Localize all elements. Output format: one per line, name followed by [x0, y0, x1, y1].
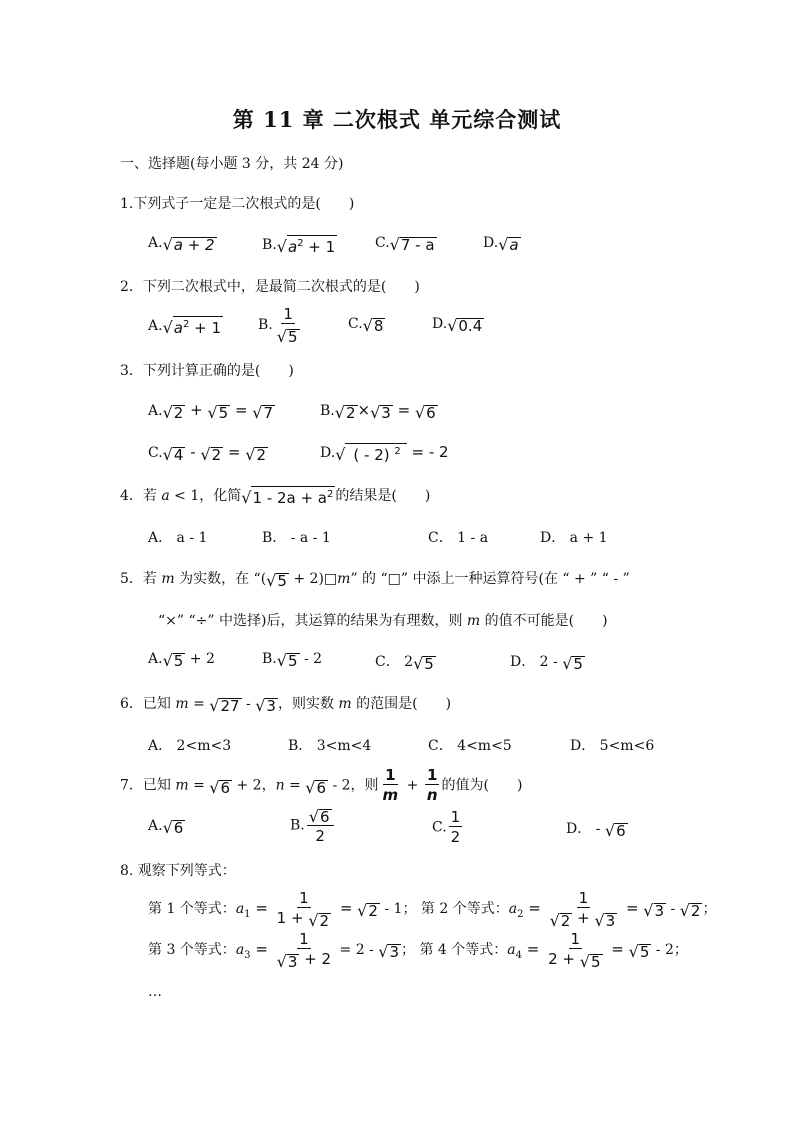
- radicand: 5: [277, 572, 287, 590]
- operator: -: [241, 696, 256, 712]
- stem-text: 的值为( ): [441, 777, 523, 794]
- q4-option-a: A． a - 1: [148, 530, 208, 546]
- equals: =: [392, 401, 415, 419]
- radicand: 4: [173, 446, 184, 464]
- option-label: C.: [375, 235, 390, 251]
- equation-tail: - 1；: [379, 901, 417, 917]
- radicand-tail: + 1: [189, 319, 221, 337]
- q4-option-b: B． - a - 1: [262, 530, 331, 546]
- denominator-radicand: 2: [560, 912, 571, 930]
- subscript: 4: [515, 949, 522, 961]
- denominator-part: 2 +: [548, 950, 580, 968]
- q2-option-c: C. √ 8: [348, 316, 384, 335]
- option-label: A.: [148, 818, 163, 834]
- option-label: D． 2 -: [510, 654, 563, 670]
- variable: n: [275, 777, 285, 794]
- stem-text: 为实数，在 “(: [174, 571, 267, 587]
- denominator: 2: [450, 828, 461, 846]
- variable: a: [507, 942, 516, 958]
- q6-option-b: B． 3<m<4: [288, 738, 372, 754]
- equation-tail: ；: [400, 942, 415, 958]
- numerator-radicand: 6: [319, 808, 330, 826]
- stem-text: < 1，化简: [169, 488, 242, 504]
- q8-equation-row-2: 第 3 个等式：$a_3$ = 1 √ 3 + 2 = 2 - √ 3 ； 第 4 个等式：$a_4$ = 1 2 + √ 5 = √ 5 - 2；: [148, 930, 688, 971]
- question-5-line-2: [158, 610, 608, 630]
- option-label: D.: [432, 316, 448, 332]
- radicand: 5: [218, 404, 229, 422]
- denominator-radicand: 5: [287, 328, 298, 346]
- radicand: 3: [381, 404, 391, 422]
- option-label: D.: [483, 235, 499, 251]
- option-label: C.: [148, 445, 163, 461]
- option-label: C． 2: [375, 654, 414, 670]
- operator: ×: [357, 401, 371, 419]
- equals: =: [230, 401, 253, 419]
- question-5-line-1: 5．若 m 为实数，在 “( √ 5 + 2)□m” 的 “□” 中添上一种运算符号(在 “ + ” “ - ”: [120, 571, 630, 590]
- q5-option-c: C． 2 √ 5: [375, 654, 434, 673]
- option-label: C.: [432, 819, 447, 836]
- numerator: 1: [570, 930, 581, 948]
- denominator-part: 1 +: [276, 909, 309, 927]
- q8-equation-row-1: 第 1 个等式：$a_1$ = 1 1 + √ 2 = √ 2 - 1； 第 2 个等式：$a_2$ = 1 √ 2 + √ 3 = √ 3 - √ 2 ；: [148, 889, 717, 930]
- radicand: 2: [211, 446, 222, 464]
- equation-tail: ；: [702, 901, 717, 917]
- stem-text: 6．已知: [120, 696, 176, 712]
- q7-option-d: D． - √ 6: [566, 821, 626, 840]
- question-4-stem: 4．若 a < 1，化简 √ $1 - 2a + a^2$ 的结果是( ): [120, 488, 431, 507]
- subscript: 3: [244, 949, 251, 961]
- stem-text: 7．已知: [120, 777, 176, 794]
- radicand-var: a: [287, 238, 298, 256]
- radicand: 5: [573, 655, 583, 673]
- stem-text: 的值不可能是( ): [480, 613, 608, 629]
- q1-option-c: C. √ 7 - a: [375, 235, 435, 254]
- variable: m: [175, 777, 189, 794]
- numerator: 1: [578, 889, 589, 907]
- variable: m: [161, 571, 175, 587]
- option-label: B.: [258, 317, 273, 333]
- option-label: A.: [148, 403, 163, 419]
- equation-label: 第 1 个等式：: [148, 901, 236, 917]
- radicand: 6: [616, 822, 626, 840]
- question-6-stem: 6．已知 m = √ 27 - √ 3 ，则实数 m 的范围是( ): [120, 696, 452, 715]
- denominator: 2: [315, 827, 325, 845]
- q5-option-b: B. √ 5 - 2: [262, 651, 323, 670]
- option-label: A.: [148, 235, 163, 251]
- equation-mid: = 2 -: [335, 942, 379, 958]
- question-2-stem: 2．下列二次根式中，是最简二次根式的是( ): [120, 279, 420, 295]
- stem-text: + 2)□: [288, 571, 338, 587]
- radicand: ( - 2): [353, 446, 395, 464]
- numerator: 1: [283, 305, 293, 323]
- radicand: a: [509, 236, 519, 254]
- option-tail: + 2: [185, 651, 215, 667]
- variable: m: [337, 571, 351, 587]
- stem-text: - 2，则: [328, 777, 379, 794]
- q4-option-d: D． a + 1: [540, 530, 608, 546]
- q7-option-c: [432, 808, 464, 847]
- radicand: 2: [368, 902, 378, 920]
- radicand: 5: [424, 655, 434, 673]
- q3-option-c: C. √ 4 - √ 2 = √ 2: [148, 443, 266, 464]
- question-1-stem: 1.下列式子一定是二次根式的是( ): [120, 196, 355, 212]
- q3-option-a: A. √ 2 + √ 5 = √ 7: [148, 401, 274, 422]
- q5-option-a: A. √ 5 + 2: [148, 651, 215, 670]
- option-label: B.: [262, 237, 277, 253]
- exponent: 2: [182, 319, 190, 330]
- radicand: a + 2: [173, 236, 215, 254]
- radicand: 6: [426, 404, 436, 422]
- stem-text: 的结果是( ): [335, 488, 431, 504]
- numerator: 1: [450, 808, 461, 826]
- radicand: 6: [173, 819, 184, 837]
- q4-option-c: C． 1 - a: [428, 530, 489, 546]
- q8-ellipsis: …: [148, 984, 162, 1000]
- operator: -: [185, 443, 201, 461]
- stem-text: + 2，: [232, 777, 276, 794]
- q2-option-a: A. √ $a^2 + 1$: [148, 318, 221, 337]
- operator: +: [185, 401, 208, 419]
- exponent: 2: [394, 446, 401, 457]
- q2-option-d: D. √ 0.4: [432, 316, 483, 335]
- stem-text: “×” “÷” 中选择)后，其运算的结果为有理数，则: [158, 613, 467, 629]
- q3-option-b: B. √ 2 × √ 3 = √ 6: [320, 401, 436, 422]
- equation-label: 第 2 个等式：: [420, 901, 509, 917]
- variable: a: [508, 901, 518, 917]
- option-label: A.: [148, 318, 163, 334]
- stem-text: 4．若: [120, 488, 162, 504]
- numerator: 1: [299, 889, 309, 907]
- equals: =: [284, 777, 306, 794]
- subscript: 2: [517, 908, 524, 920]
- numerator: 1: [426, 766, 438, 784]
- variable: m: [175, 696, 189, 712]
- q5-option-d: D． 2 - √ 5: [510, 654, 583, 673]
- radicand-var: a: [173, 319, 183, 337]
- option-label: C.: [348, 316, 363, 332]
- option-label: D． -: [566, 821, 605, 837]
- denominator-radicand: 5: [590, 953, 601, 971]
- equation-tail: - 2；: [651, 942, 688, 958]
- variable: m: [466, 613, 481, 629]
- q1-option-a: A. √ a + 2: [148, 235, 215, 254]
- radicand: 7: [263, 404, 274, 422]
- radicand: 8: [373, 317, 384, 335]
- variable: a: [235, 901, 245, 917]
- stem-text: 5．若: [120, 571, 162, 587]
- section-heading: 一、选择题(每小题 3 分，共 24 分): [120, 156, 344, 172]
- q1-option-d: D. √ a: [483, 235, 519, 254]
- radicand: 3: [389, 943, 399, 961]
- stem-text: ，则实数: [277, 696, 339, 712]
- exponent: 2: [327, 489, 334, 500]
- radicand: 2: [256, 446, 266, 464]
- q7-option-b: B. √ 6 2: [290, 805, 336, 846]
- denominator: m: [382, 786, 399, 804]
- exponent: 2: [297, 238, 304, 249]
- radicand: 5: [639, 943, 650, 961]
- question-3-stem: 3．下列计算正确的是( ): [120, 363, 294, 379]
- q2-option-b: B. 1 √ 5: [258, 305, 298, 346]
- denominator-radicand: 3: [605, 912, 616, 930]
- radicand: 1 - 2a + a: [252, 489, 327, 507]
- result: = - 2: [406, 443, 449, 461]
- radicand: 5: [173, 652, 184, 670]
- operator: +: [402, 777, 423, 794]
- q6-option-d: D． 5<m<6: [570, 738, 655, 754]
- q1-option-b: B. √ $a^2 + 1$: [262, 237, 336, 256]
- equals: =: [223, 443, 246, 461]
- stem-text: ” 的 “□” 中添上一种运算符号(在 “ + ” “ - ”: [350, 571, 630, 587]
- operator: -: [666, 901, 680, 917]
- equation-label: 第 4 个等式：: [419, 942, 508, 958]
- variable: a: [161, 488, 170, 504]
- question-7-stem: 7．已知 m = √ 6 + 2，n = √ 6 - 2，则 $\frac{1}{m}$ + $\frac{1}{n}$ 的值为( ): [120, 766, 523, 804]
- page-title: 第 11 章 二次根式 单元综合测试: [232, 107, 562, 132]
- denominator-part: + 2: [299, 950, 332, 968]
- denominator: n: [426, 786, 438, 804]
- subscript: 1: [244, 908, 251, 920]
- option-label: B.: [262, 651, 277, 667]
- radicand: 2: [173, 404, 184, 422]
- radicand: 3: [654, 902, 665, 920]
- radicand: 6: [220, 778, 231, 797]
- q3-option-d: D. √ ( - 2) $^2$ = - 2: [320, 443, 449, 464]
- equals: =: [188, 777, 210, 794]
- option-tail: - 2: [299, 651, 323, 667]
- option-label: B.: [290, 817, 305, 834]
- radicand: 6: [316, 778, 326, 797]
- radicand: 27: [220, 697, 240, 715]
- radicand: 2: [345, 404, 356, 422]
- q7-option-a: A. √ 6: [148, 818, 184, 837]
- question-8-stem: 8. 观察下列等式：: [120, 863, 236, 879]
- operator: +: [572, 909, 595, 927]
- variable: m: [338, 696, 352, 712]
- stem-text: 的范围是( ): [351, 696, 452, 712]
- denominator-radicand: 3: [287, 953, 298, 971]
- stem-text: =: [188, 696, 210, 712]
- radicand: 0.4: [458, 317, 483, 335]
- q6-option-c: C． 4<m<5: [428, 738, 512, 754]
- option-label: B.: [320, 403, 335, 419]
- radicand: 5: [287, 652, 298, 670]
- radicand: 2: [690, 902, 701, 920]
- variable: a: [235, 942, 245, 958]
- radicand: 3: [266, 697, 276, 715]
- option-label: D.: [320, 445, 336, 461]
- radicand: 7 - a: [400, 236, 435, 254]
- denominator-radicand: 2: [319, 912, 330, 930]
- radicand-tail: + 1: [303, 238, 336, 256]
- numerator: 1: [385, 766, 396, 784]
- equation-label: 第 3 个等式：: [148, 942, 236, 958]
- q6-option-a: A． 2<m<3: [148, 738, 232, 754]
- option-label: A.: [148, 651, 163, 667]
- numerator: 1: [299, 930, 309, 948]
